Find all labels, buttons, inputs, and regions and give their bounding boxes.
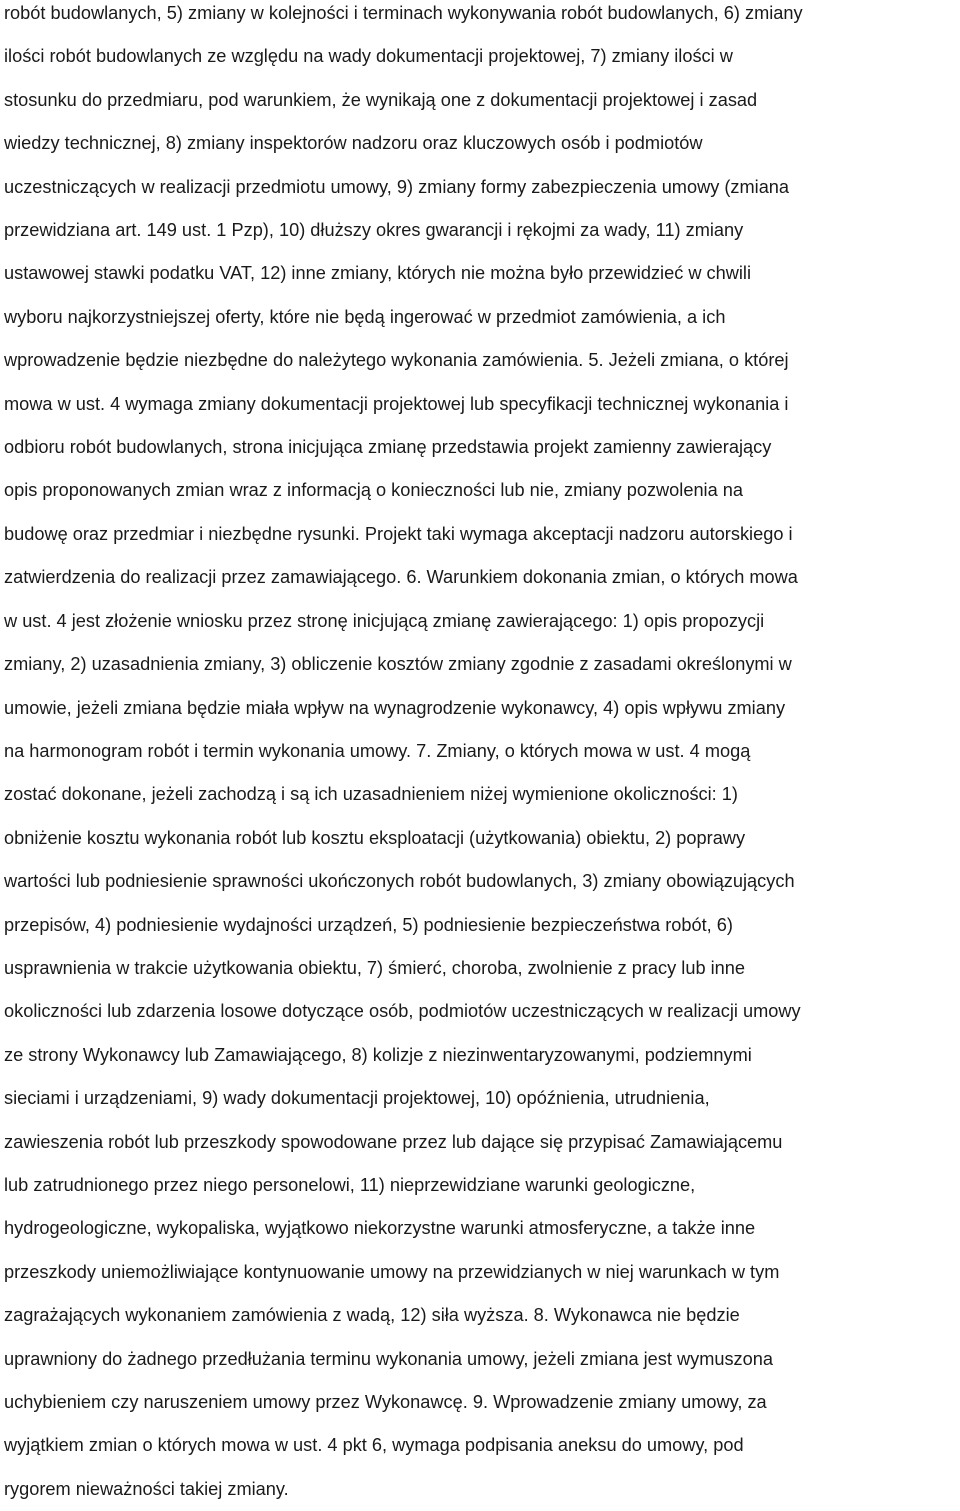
text-line: zawieszenia robót lub przeszkody spowodowane przez lub dające się przypisać Zamawiającemu [4, 1131, 783, 1152]
text-line: uchybieniem czy naruszeniem umowy przez Wykonawcę. 9. Wprowadzenie zmiany umowy, za [4, 1392, 767, 1412]
text-line: stosunku do przedmiaru, pod warunkiem, że wynikają one z dokumentacji projektowej i zasad [4, 89, 758, 110]
text-line: uprawniony do żadnego przedłużania terminu wykonania umowy, jeżeli zmiana jest wymuszona [4, 1348, 773, 1369]
text-line: zmiany, 2) uzasadnienia zmiany, 3) obliczenie kosztów zmiany zgodnie z zasadami określonymi w [4, 654, 792, 675]
text-line: w ust. 4 jest złożenie wniosku przez stronę inicjującą zmianę zawierającego: 1) opis propozycji [4, 610, 765, 631]
text-line: ze strony Wykonawcy lub Zamawiającego, 8) kolizje z niezinwentaryzowanymi, podziemnymi [4, 1044, 752, 1065]
text-line: hydrogeologiczne, wykopaliska, wyjątkowo niekorzystne warunki atmosferyczne, a także inne [4, 1218, 756, 1239]
text-line: wprowadzenie będzie niezbędne do należytego wykonania zamówienia. 5. Jeżeli zmiana, o której [4, 350, 789, 371]
text-line: wyboru najkorzystniejszej oferty, które nie będą ingerować w przedmiot zamówienia, a ich [4, 306, 726, 327]
text-line: obniżenie kosztu wykonania robót lub kosztu eksploatacji (użytkowania) obiektu, 2) poprawy [4, 827, 746, 848]
text-line: ilości robót budowlanych ze względu na wady dokumentacji projektowej, 7) zmiany ilości w [4, 46, 733, 67]
text-line: zostać dokonane, jeżeli zachodzą i są ich uzasadnieniem niżej wymienione okoliczności: 1) [4, 784, 738, 805]
text-line: sieciami i urządzeniami, 9) wady dokumentacji projektowej, 10) opóźnienia, utrudnienia, [4, 1088, 710, 1109]
text-line: robót budowlanych, 5) zmiany w kolejności i terminach wykonywania robót budowlanych, 6) zmiany [4, 3, 803, 23]
text-line: budowę oraz przedmiar i niezbędne rysunki. Projekt taki wymaga akceptacji nadzoru autorskiego i [4, 523, 793, 544]
text-line: mowa w ust. 4 wymaga zmiany dokumentacji projektowej lub specyfikacji technicznej wykonania i [4, 393, 789, 414]
text-line: na harmonogram robót i termin wykonania umowy. 7. Zmiany, o których mowa w ust. 4 mogą [4, 740, 751, 761]
text-line: okoliczności lub zdarzenia losowe dotyczące osób, podmiotów uczestniczących w realizacji umowy [4, 1001, 801, 1022]
text-line: umowie, jeżeli zmiana będzie miała wpływ na wynagrodzenie wykonawcy, 4) opis wpływu zmiany [4, 697, 786, 718]
text-line: ustawowej stawki podatku VAT, 12) inne zmiany, których nie można było przewidzieć w chwili [4, 263, 752, 284]
text-line: wartości lub podniesienie sprawności ukończonych robót budowlanych, 3) zmiany obowiązujących [4, 871, 795, 892]
text-line: wiedzy technicznej, 8) zmiany inspektorów nadzoru oraz kluczowych osób i podmiotów [4, 133, 703, 154]
document-body [4, 0, 956, 1511]
text-line: zatwierdzenia do realizacji przez zamawiającego. 6. Warunkiem dokonania zmian, o których mowa [4, 567, 798, 588]
text-line: lub zatrudnionego przez niego personelowi, 11) nieprzewidziane warunki geologiczne, [4, 1174, 696, 1195]
text-line: wyjątkiem zmian o których mowa w ust. 4 pkt 6, wymaga podpisania aneksu do umowy, pod [4, 1435, 744, 1456]
text-line: przeszkody uniemożliwiające kontynuowanie umowy na przewidzianych w niej warunkach w tym [4, 1261, 780, 1282]
text-line: przewidziana art. 149 ust. 1 Pzp), 10) dłuższy okres gwarancji i rękojmi za wady, 11) zmiany [4, 220, 744, 241]
text-line: opis proponowanych zmian wraz z informacją o konieczności lub nie, zmiany pozwolenia na [4, 480, 743, 501]
text-line: rygorem nieważności takiej zmiany. [4, 1478, 289, 1499]
text-line: uczestniczących w realizacji przedmiotu umowy, 9) zmiany formy zabezpieczenia umowy (zmiana [4, 176, 790, 197]
text-line: zagrażających wykonaniem zamówienia z wadą, 12) siła wyższa. 8. Wykonawca nie będzie [4, 1305, 740, 1326]
text-line: odbioru robót budowlanych, strona inicjująca zmianę przedstawia projekt zamienny zawierający [4, 437, 772, 458]
text-line: przepisów, 4) podniesienie wydajności urządzeń, 5) podniesienie bezpieczeństwa robót, 6) [4, 914, 733, 935]
text-line: usprawnienia w trakcie użytkowania obiektu, 7) śmierć, choroba, zwolnienie z pracy lub inne [4, 957, 745, 978]
